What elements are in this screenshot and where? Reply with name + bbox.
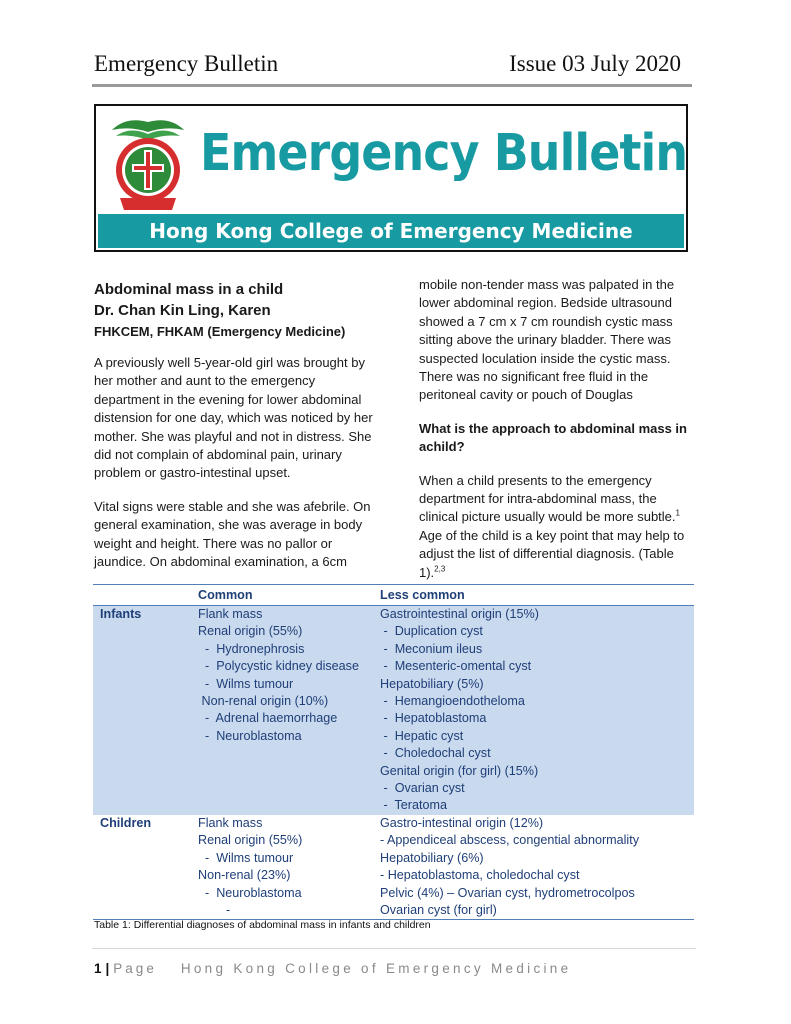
diagnosis-item: - Teratoma — [380, 798, 447, 813]
diagnosis-item: - Hepatoblastoma — [380, 711, 487, 726]
diagnosis-item: Ovarian cyst (for girl) — [380, 902, 497, 917]
article-paragraph — [419, 472, 694, 582]
diagnosis-item: - Choledochal cyst — [380, 746, 491, 761]
diagnosis-item: Flank mass — [198, 607, 263, 621]
row-group-label: Children — [100, 815, 152, 830]
diagnosis-item: Renal origin (55%) — [198, 833, 303, 848]
page-number: 1 — [94, 961, 102, 976]
page-footer — [94, 961, 571, 976]
article-column-right — [419, 276, 694, 597]
diagnosis-item: - Hydronephrosis — [198, 641, 305, 656]
less-common-cell — [380, 606, 694, 815]
table-header-row — [93, 585, 694, 606]
diagnosis-item: - Adrenal haemorrhage — [198, 711, 338, 726]
article-paragraph: mobile non-tender mass was palpated in the lower abdominal region. Bedside ultrasound showed a 7 cm x 7 cm roundish cystic mass sitting above the urinary bladder. There was suspected loculation inside the cystic mass. There was no significant free fluid in the peritoneal cavity or pouch of Douglas — [419, 277, 675, 403]
row-group-label: Infants — [100, 607, 142, 621]
diagnosis-item: Gastro-intestinal origin (12%) — [380, 815, 544, 830]
masthead-banner — [94, 104, 688, 252]
running-header-title: Emergency Bulletin — [94, 51, 279, 76]
diagnosis-item: Renal origin (55%) — [198, 624, 303, 639]
table-row — [93, 815, 694, 920]
diagnosis-item: Non-renal (23%) — [198, 868, 291, 883]
table-header-cell — [93, 585, 198, 606]
diagnosis-item: - — [198, 902, 231, 917]
table-header-cell: Less common — [380, 588, 465, 602]
diagnosis-item: - Wilms tumour — [198, 676, 294, 691]
footer-rule — [92, 948, 696, 949]
diagnosis-item: - Appendiceal abscess, congential abnormality — [380, 833, 640, 848]
article-author: Dr. Chan Kin Ling, Karen — [94, 302, 271, 319]
section-question-heading: What is the approach to abdominal mass in achild? — [419, 420, 687, 455]
paragraph-text: Age of the child is a key point that may help to adjust the list of differential diagnosis. (Table 1). — [419, 527, 685, 580]
college-logo-icon — [106, 112, 190, 216]
diagnosis-item: - Neuroblastoma — [198, 728, 302, 743]
table-header-cell: Common — [198, 588, 253, 602]
reference-superscript: 1 — [675, 509, 680, 519]
diagnosis-item: Genital origin (for girl) (15%) — [380, 763, 539, 778]
footer-separator: | — [105, 961, 110, 976]
diagnosis-item: - Ovarian cyst — [380, 781, 465, 796]
diagnosis-item: Non-renal origin (10%) — [198, 694, 329, 709]
article-credentials: FHKCEM, FHKAM (Emergency Medicine) — [94, 324, 346, 339]
diagnosis-item: - Neuroblastoma — [198, 885, 302, 900]
diagnosis-item: - Hepatic cyst — [380, 728, 464, 743]
diagnosis-item: - Wilms tumour — [198, 850, 294, 865]
running-header-issue: Issue 03 July 2020 — [509, 51, 681, 76]
footer-organization: Hong Kong College of Emergency Medicine — [180, 961, 572, 976]
banner-subtitle: Hong Kong College of Emergency Medicine — [98, 214, 684, 248]
differential-diagnosis-table — [93, 584, 694, 920]
diagnosis-item: Hepatobiliary (6%) — [380, 850, 484, 865]
diagnosis-item: Flank mass — [198, 815, 263, 830]
header-rule — [92, 84, 692, 87]
table-caption: Table 1: Differential diagnoses of abdominal mass in infants and children — [94, 919, 431, 931]
diagnosis-item: Gastrointestinal origin (15%) — [380, 607, 539, 621]
diagnosis-item: - Hepatoblastoma, choledochal cyst — [380, 868, 580, 883]
common-cell — [198, 815, 380, 920]
less-common-cell — [380, 815, 694, 920]
diagnosis-item: Pelvic (4%) – Ovarian cyst, hydrometrocolpos — [380, 885, 635, 900]
diagnosis-item: Hepatobiliary (5%) — [380, 676, 484, 691]
article-paragraph: A previously well 5-year-old girl was brought by her mother and aunt to the emergency department in the evening for lower abdominal distension for one day, which was noticed by her mother. She was playful and not in distress. She did not complain of abdominal pain, urinary problem or gastro-intestinal upset. — [94, 355, 373, 481]
diagnosis-item: - Hemangioendotheloma — [380, 694, 525, 709]
diagnosis-item: - Mesenteric-omental cyst — [380, 659, 532, 674]
reference-superscript: 2,3 — [434, 564, 446, 574]
diagnosis-item: - Duplication cyst — [380, 624, 483, 639]
diagnosis-item: - Meconium ileus — [380, 641, 483, 656]
diagnosis-item: - Polycystic kidney disease — [198, 659, 359, 674]
common-cell — [198, 606, 380, 815]
table-row — [93, 606, 694, 815]
page-label: Page — [113, 961, 157, 976]
article-title: Abdominal mass in a child — [94, 281, 284, 298]
article-paragraph: Vital signs were stable and she was afebrile. On general examination, she was average in body weight and height. There was no pallor or jaundice. On abdominal examination, a 6cm — [94, 498, 371, 570]
banner-title: Emergency Bulletin — [200, 124, 688, 183]
paragraph-text: When a child presents to the emergency department for intra-abdominal mass, the clinical picture usually would be more subtle. — [419, 472, 676, 525]
article-column-left — [94, 280, 384, 586]
